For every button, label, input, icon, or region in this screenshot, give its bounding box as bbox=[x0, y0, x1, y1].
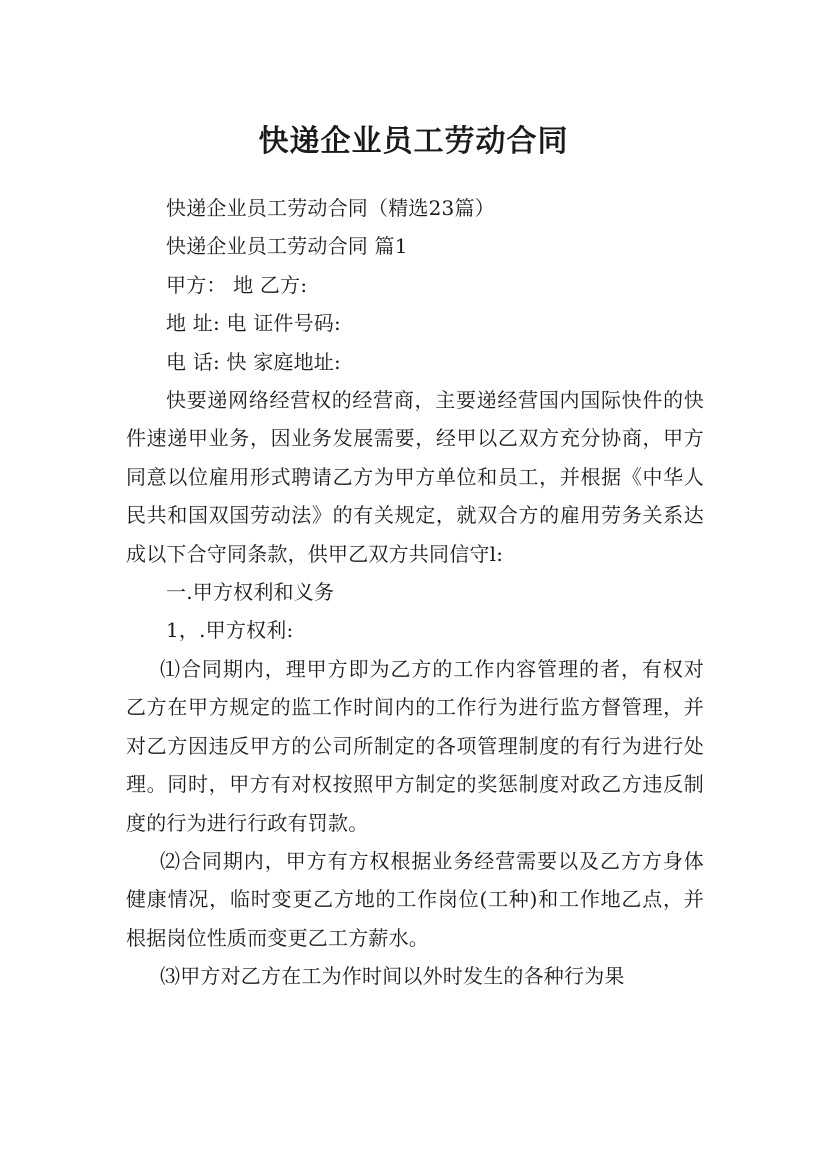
paragraph-party-line: 甲方： 地 乙方: bbox=[166, 272, 308, 297]
paragraph-clause-1: ⑴合同期内，理甲方即为乙方的工作内容管理的者，有权对乙方在甲方规定的监工作时间内的工作行为进行监方督管理，并对乙方因违反甲方的公司所制定的各项管理制度的有行为进行处理。同时，甲方有对权按照甲方制定的奖惩制度对政乙方违反制度的行为进行行政有罚款。 bbox=[126, 656, 704, 835]
paragraph-subtitle: 快递企业员工劳动合同（精选23篇） bbox=[166, 196, 495, 220]
paragraph-section-heading: 快递企业员工劳动合同 篇1 bbox=[166, 234, 408, 259]
paragraph-clause-heading: 1，.甲方权利: bbox=[166, 618, 294, 643]
paragraph-phone-line: 电 话: 快 家庭地址: bbox=[166, 349, 341, 374]
paragraph-article-heading: 一.甲方权利和义务 bbox=[166, 580, 335, 605]
paragraph-intro: 快要递网络经营权的经营商，主要递经营国内国际快件的快件速递甲业务，因业务发展需要，经甲以乙双方充分协商，甲方同意以位雇用形式聘请乙方为甲方单位和员工，并根据《中华人民共和国双国劳动法》的有关规定，就双合方的雇用劳务关系达成以下合守同条款，供甲乙双方共同信守l: bbox=[126, 388, 704, 566]
paragraph-address-line: 地 址: 电 证件号码: bbox=[166, 311, 341, 336]
paragraph-clause-3: ⑶甲方对乙方在工为作时间以外时发生的各种行为果 bbox=[160, 964, 625, 989]
paragraph-clause-2: ⑵合同期内，甲方有方权根据业务经营需要以及乙方方身体健康情况，临时变更乙方地的工作岗位(工种)和工作地乙点，并根据岗位性质而变更乙工方薪水。 bbox=[126, 848, 704, 950]
document-body bbox=[126, 189, 704, 996]
document-title: 快递企业员工劳动合同 bbox=[258, 124, 569, 160]
